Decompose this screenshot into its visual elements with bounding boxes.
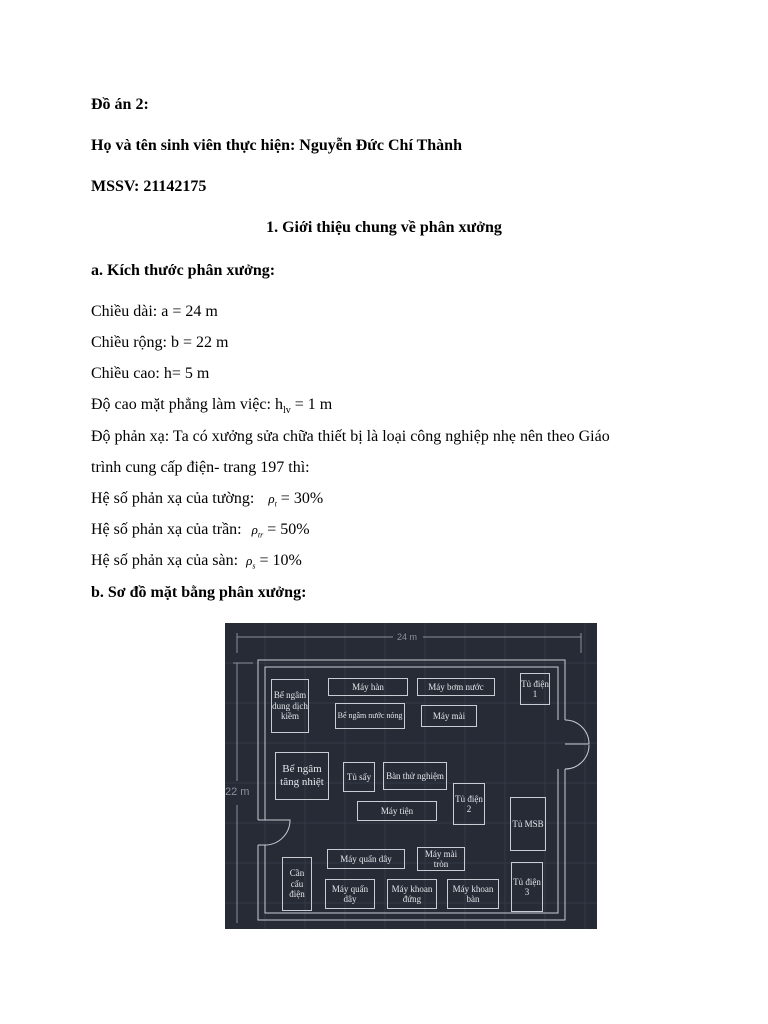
project-heading: Đồ án 2: <box>91 96 149 113</box>
length-line: Chiều dài: a = 24 m <box>91 303 218 320</box>
section-a-title: a. Kích thước phân xưởng: <box>91 262 276 279</box>
workplane-value: = 1 m <box>290 396 333 413</box>
height-line: Chiều cao: h= 5 m <box>91 365 210 382</box>
wall-value: = 30% <box>280 490 324 507</box>
rho-subscript: s <box>252 561 256 571</box>
rho-subscript: t <box>274 499 277 509</box>
section-1-title: 1. Giới thiệu chung về phân xưởng <box>266 219 502 236</box>
rho-symbol: ρ <box>251 522 258 537</box>
grinder: Máy mài <box>421 705 477 727</box>
student-id: MSSV: 21142175 <box>91 178 207 195</box>
alkali-tank: Bể ngâm dung dịch kiềm <box>271 679 309 733</box>
reflectance-line-1: Độ phản xạ: Ta có xưởng sửa chữa thiết bị là loại công nghiệp nhẹ nên theo Giáo <box>91 428 610 445</box>
rho-subscript: tr <box>257 530 264 540</box>
lathe: Máy tiện <box>357 801 437 821</box>
width-line: Chiều rộng: b = 22 m <box>91 334 229 351</box>
panel-1: Tủ điện 1 <box>520 673 550 705</box>
workplane-line <box>91 396 332 416</box>
msb-panel: Tủ MSB <box>510 797 546 851</box>
ceiling-value: = 50% <box>267 521 310 538</box>
workplane-text: Độ cao mặt phẳng làm việc: h <box>91 396 283 413</box>
drying-cabinet: Tủ sấy <box>343 762 375 792</box>
ceiling-reflectance <box>91 521 310 540</box>
workplane-subscript: lv <box>282 405 291 417</box>
wall-reflectance <box>91 490 323 509</box>
student-name: Họ và tên sinh viên thực hiện: Nguyễn Đức Chí Thành <box>91 137 462 154</box>
water-pump: Máy bơm nước <box>417 678 495 696</box>
width-dimension: 22 m <box>225 786 250 798</box>
bench-drill: Máy khoan bàn <box>447 879 499 909</box>
coil-winder-2: Máy quấn dây <box>325 879 375 909</box>
floor-reflectance <box>91 552 302 571</box>
electric-crane: Cần cẩu điện <box>282 857 312 911</box>
ceiling-label: Hệ số phản xạ của trần: <box>91 521 242 538</box>
length-dimension: 24 m <box>397 632 418 642</box>
coil-winder-1: Máy quấn dây <box>327 849 405 869</box>
round-grinder: Máy mài tròn <box>417 847 465 871</box>
floor-plan-drawing <box>225 623 597 929</box>
rho-symbol: ρ <box>246 553 253 568</box>
heating-tank: Bể ngâm tăng nhiệt <box>275 752 329 800</box>
floor-value: = 10% <box>259 552 302 569</box>
panel-3: Tủ điện 3 <box>511 862 543 912</box>
section-b-title: b. Sơ đồ mặt bằng phân xưởng: <box>91 584 307 601</box>
panel-2: Tủ điện 2 <box>453 783 485 825</box>
rho-symbol: ρ <box>268 491 275 506</box>
wall-label: Hệ số phản xạ của tường: <box>91 490 255 507</box>
floor-label: Hệ số phản xạ của sàn: <box>91 552 239 569</box>
upright-drill: Máy khoan đứng <box>387 879 437 909</box>
welding-machine: Máy hàn <box>328 678 408 696</box>
test-bench: Bàn thử nghiệm <box>383 762 447 790</box>
reflectance-line-2: trình cung cấp điện- trang 197 thì: <box>91 459 310 476</box>
hot-water-tank: Bể ngâm nước nóng <box>335 703 405 729</box>
